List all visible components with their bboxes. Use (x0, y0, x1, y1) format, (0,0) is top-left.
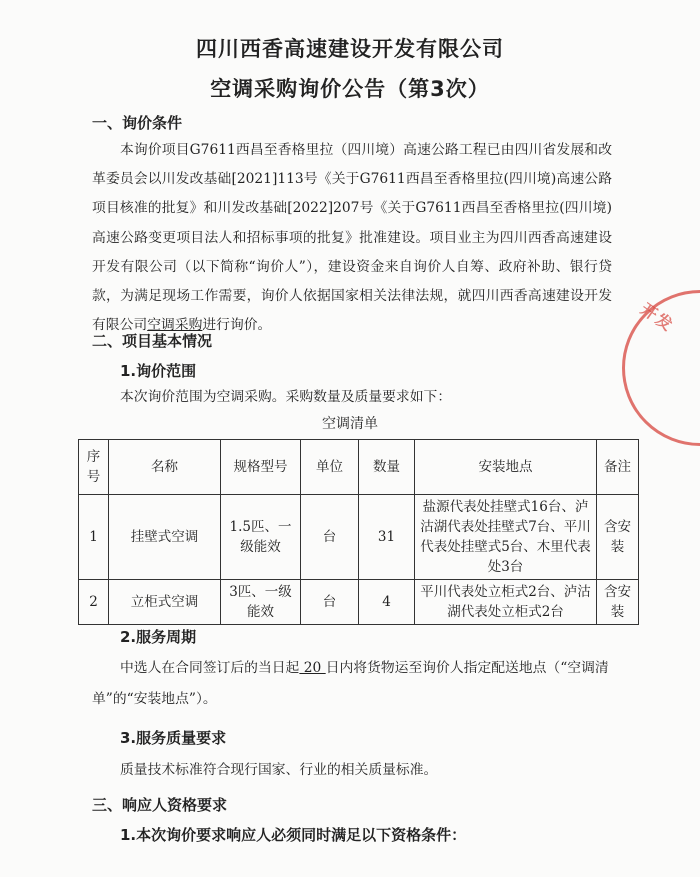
table-header-cell: 序号 (79, 440, 109, 495)
section3-heading: 三、响应人资格要求 (92, 796, 228, 814)
sub3-heading: 3.服务质量要求 (120, 729, 227, 747)
table-header-cell: 备注 (597, 440, 639, 495)
table-caption: 空调清单 (322, 416, 378, 432)
sub2-heading: 2.服务周期 (120, 628, 197, 646)
cell-spec: 1.5匹、一级能效 (221, 495, 301, 580)
company-title: 四川西香高速建设开发有限公司 (196, 37, 504, 61)
section1-heading: 一、询价条件 (92, 114, 183, 132)
cell-location: 平川代表处立柜式2台、泸沽湖代表处立柜式2台 (415, 580, 597, 625)
table-header-cell: 安装地点 (415, 440, 597, 495)
table-header-cell: 规格型号 (221, 440, 301, 495)
cell-unit: 台 (301, 495, 359, 580)
sub3-text: 质量技术标准符合现行国家、行业的相关质量标准。 (120, 762, 438, 778)
notice-title: 空调采购询价公告（第3次） (210, 77, 490, 101)
cell-no: 1 (79, 495, 109, 580)
sub1-heading: 1.询价范围 (120, 362, 197, 380)
cell-location: 盐源代表处挂壁式16台、泸沽湖代表处挂壁式7台、平川代表处挂壁式5台、木里代表处3台 (415, 495, 597, 580)
cell-spec: 3匹、一级能效 (221, 580, 301, 625)
cell-qty: 4 (359, 580, 415, 625)
table-row (79, 495, 639, 580)
aircon-table (78, 439, 639, 625)
cell-remark: 含安装 (597, 580, 639, 625)
section1-paragraph-underline: 空调采购 (147, 317, 203, 334)
sub1-text: 本次询价范围为空调采购。采购数量及质量要求如下： (120, 389, 452, 405)
cell-qty: 31 (359, 495, 415, 580)
section2-heading: 二、项目基本情况 (92, 332, 213, 350)
section1-paragraph-pre: 本询价项目G7611西昌至香格里拉（四川境）高速公路工程已由四川省发展和改革委员会以川发改基础[2021]113号《关于G7611西昌至香格里拉(四川境)高速公路项目核准的批复》和川发改基础[2022]207号《关于G7611西昌至香格里拉(四川境)高速公路变更项目法人和招标事项的批复》批准建设。项目业主为四川西香高速建设开发有限公司（以下简称“询价人”），建设资金来自询价人自筹、政府补助、银行贷款，为满足现场工作需要，询价人依据国家相关法律法规，就四川西香高速建设开发有限公司 (92, 142, 612, 334)
sub2-text-pre: 中选人在合同签订后的当日起 (120, 660, 300, 676)
section3-sub1-heading: 1.本次询价要求响应人必须同时满足以下资格条件： (120, 826, 467, 844)
cell-no: 2 (79, 580, 109, 625)
section1-paragraph-post: 进行询价。 (202, 317, 272, 334)
cell-unit: 台 (301, 580, 359, 625)
table-row (79, 580, 639, 625)
sub2-days: 20 (299, 660, 326, 676)
cell-name: 立柜式空调 (109, 580, 221, 625)
cell-remark: 含安装 (597, 495, 639, 580)
cell-name: 挂壁式空调 (109, 495, 221, 580)
table-header-row (79, 440, 639, 495)
table-header-cell: 名称 (109, 440, 221, 495)
sub2-text-post: 日内将货物运至询价人指定配送地点（“空调清单”的“安装地点”）。 (92, 660, 609, 707)
table-header-cell: 单位 (301, 440, 359, 495)
table-header-cell: 数量 (359, 440, 415, 495)
section1-paragraph (92, 136, 612, 340)
sub2-paragraph (92, 653, 612, 715)
company-seal-text: 开发 (637, 299, 678, 336)
